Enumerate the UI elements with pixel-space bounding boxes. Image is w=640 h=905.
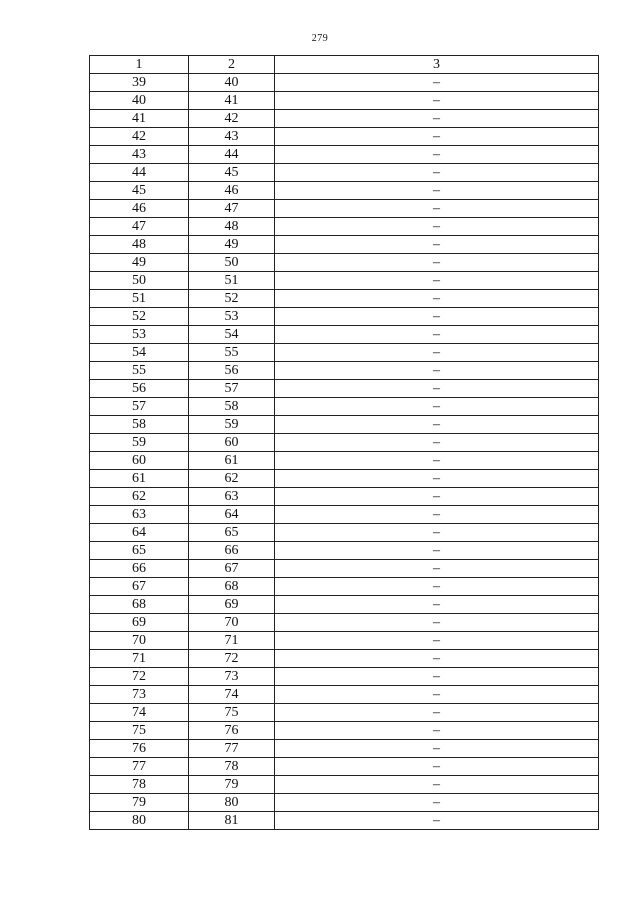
table-cell-col-3: – bbox=[275, 110, 599, 128]
table-cell-col-2: 44 bbox=[189, 146, 275, 164]
table-cell-col-3: – bbox=[275, 74, 599, 92]
table-cell-col-2: 41 bbox=[189, 92, 275, 110]
table-row bbox=[90, 812, 599, 830]
table-cell-col-3: – bbox=[275, 524, 599, 542]
table-cell-col-1: 62 bbox=[90, 488, 189, 506]
table-cell-col-1: 64 bbox=[90, 524, 189, 542]
table-cell-col-2: 74 bbox=[189, 686, 275, 704]
table-header bbox=[90, 56, 599, 74]
table-cell-col-2: 59 bbox=[189, 416, 275, 434]
table-row bbox=[90, 182, 599, 200]
table-cell-col-1: 63 bbox=[90, 506, 189, 524]
table-cell-col-3: – bbox=[275, 614, 599, 632]
table-cell-col-1: 41 bbox=[90, 110, 189, 128]
table-cell-col-1: 73 bbox=[90, 686, 189, 704]
table-cell-col-1: 70 bbox=[90, 632, 189, 650]
table-cell-col-1: 49 bbox=[90, 254, 189, 272]
column-header-1: 1 bbox=[90, 56, 189, 74]
table-cell-col-2: 42 bbox=[189, 110, 275, 128]
table-cell-col-2: 50 bbox=[189, 254, 275, 272]
table-cell-col-2: 71 bbox=[189, 632, 275, 650]
table-cell-col-2: 58 bbox=[189, 398, 275, 416]
table-row bbox=[90, 434, 599, 452]
table-cell-col-2: 73 bbox=[189, 668, 275, 686]
table-cell-col-3: – bbox=[275, 704, 599, 722]
table-cell-col-3: – bbox=[275, 146, 599, 164]
table-cell-col-1: 42 bbox=[90, 128, 189, 146]
table-cell-col-3: – bbox=[275, 668, 599, 686]
table-cell-col-3: – bbox=[275, 398, 599, 416]
table-cell-col-1: 55 bbox=[90, 362, 189, 380]
table-row bbox=[90, 542, 599, 560]
table-row bbox=[90, 326, 599, 344]
table-cell-col-1: 43 bbox=[90, 146, 189, 164]
table-cell-col-2: 54 bbox=[189, 326, 275, 344]
table-cell-col-2: 55 bbox=[189, 344, 275, 362]
table-cell-col-2: 49 bbox=[189, 236, 275, 254]
table-row bbox=[90, 632, 599, 650]
table-row bbox=[90, 128, 599, 146]
table-cell-col-3: – bbox=[275, 488, 599, 506]
table-cell-col-3: – bbox=[275, 218, 599, 236]
table-cell-col-1: 65 bbox=[90, 542, 189, 560]
table-cell-col-1: 69 bbox=[90, 614, 189, 632]
table-body bbox=[90, 74, 599, 830]
table-cell-col-3: – bbox=[275, 182, 599, 200]
table-cell-col-2: 43 bbox=[189, 128, 275, 146]
table-cell-col-2: 81 bbox=[189, 812, 275, 830]
table-cell-col-2: 66 bbox=[189, 542, 275, 560]
table-cell-col-1: 58 bbox=[90, 416, 189, 434]
table-cell-col-2: 77 bbox=[189, 740, 275, 758]
table-cell-col-3: – bbox=[275, 794, 599, 812]
table-cell-col-3: – bbox=[275, 740, 599, 758]
table-cell-col-3: – bbox=[275, 128, 599, 146]
table-cell-col-1: 66 bbox=[90, 560, 189, 578]
table-row bbox=[90, 344, 599, 362]
table-cell-col-1: 44 bbox=[90, 164, 189, 182]
table-cell-col-3: – bbox=[275, 542, 599, 560]
table-row bbox=[90, 740, 599, 758]
table-row bbox=[90, 290, 599, 308]
table-row bbox=[90, 758, 599, 776]
table-row bbox=[90, 452, 599, 470]
table-cell-col-1: 68 bbox=[90, 596, 189, 614]
table-cell-col-2: 70 bbox=[189, 614, 275, 632]
table-cell-col-2: 40 bbox=[189, 74, 275, 92]
table-cell-col-3: – bbox=[275, 254, 599, 272]
table-cell-col-2: 67 bbox=[189, 560, 275, 578]
table-row bbox=[90, 506, 599, 524]
table-cell-col-1: 40 bbox=[90, 92, 189, 110]
table-row bbox=[90, 236, 599, 254]
table-cell-col-3: – bbox=[275, 506, 599, 524]
table-row bbox=[90, 218, 599, 236]
table-cell-col-3: – bbox=[275, 200, 599, 218]
table-cell-col-2: 75 bbox=[189, 704, 275, 722]
table-row bbox=[90, 380, 599, 398]
table-cell-col-1: 56 bbox=[90, 380, 189, 398]
table-cell-col-2: 45 bbox=[189, 164, 275, 182]
table-cell-col-3: – bbox=[275, 452, 599, 470]
table-cell-col-3: – bbox=[275, 362, 599, 380]
table-cell-col-3: – bbox=[275, 434, 599, 452]
table-row bbox=[90, 164, 599, 182]
table-cell-col-1: 75 bbox=[90, 722, 189, 740]
table-cell-col-1: 57 bbox=[90, 398, 189, 416]
table-cell-col-3: – bbox=[275, 758, 599, 776]
table-cell-col-2: 76 bbox=[189, 722, 275, 740]
table-row bbox=[90, 308, 599, 326]
table-cell-col-2: 48 bbox=[189, 218, 275, 236]
table-cell-col-3: – bbox=[275, 326, 599, 344]
table-cell-col-1: 77 bbox=[90, 758, 189, 776]
table-cell-col-1: 51 bbox=[90, 290, 189, 308]
table-cell-col-1: 78 bbox=[90, 776, 189, 794]
table-cell-col-2: 69 bbox=[189, 596, 275, 614]
table-cell-col-3: – bbox=[275, 812, 599, 830]
table-row bbox=[90, 524, 599, 542]
table-cell-col-1: 74 bbox=[90, 704, 189, 722]
table-cell-col-2: 51 bbox=[189, 272, 275, 290]
table-cell-col-2: 52 bbox=[189, 290, 275, 308]
header-row bbox=[90, 56, 599, 74]
table-cell-col-2: 78 bbox=[189, 758, 275, 776]
table-row bbox=[90, 596, 599, 614]
page-number: 279 bbox=[311, 33, 329, 44]
table-row bbox=[90, 110, 599, 128]
table-cell-col-3: – bbox=[275, 308, 599, 326]
table-cell-col-3: – bbox=[275, 236, 599, 254]
table-row bbox=[90, 398, 599, 416]
table-row bbox=[90, 794, 599, 812]
table-row bbox=[90, 560, 599, 578]
table-cell-col-1: 80 bbox=[90, 812, 189, 830]
table-cell-col-3: – bbox=[275, 470, 599, 488]
table-cell-col-1: 61 bbox=[90, 470, 189, 488]
table-cell-col-2: 47 bbox=[189, 200, 275, 218]
table-row bbox=[90, 92, 599, 110]
table-cell-col-2: 79 bbox=[189, 776, 275, 794]
table-cell-col-3: – bbox=[275, 290, 599, 308]
table-cell-col-1: 59 bbox=[90, 434, 189, 452]
table-cell-col-2: 53 bbox=[189, 308, 275, 326]
table-cell-col-1: 76 bbox=[90, 740, 189, 758]
table-row bbox=[90, 362, 599, 380]
table-row bbox=[90, 470, 599, 488]
table-row bbox=[90, 686, 599, 704]
table-cell-col-3: – bbox=[275, 776, 599, 794]
column-header-2: 2 bbox=[189, 56, 275, 74]
column-header-3: 3 bbox=[275, 56, 599, 74]
table-cell-col-2: 62 bbox=[189, 470, 275, 488]
table-cell-col-1: 60 bbox=[90, 452, 189, 470]
table-row bbox=[90, 704, 599, 722]
table-cell-col-2: 65 bbox=[189, 524, 275, 542]
table-cell-col-1: 46 bbox=[90, 200, 189, 218]
table-cell-col-2: 63 bbox=[189, 488, 275, 506]
table-row bbox=[90, 614, 599, 632]
table-row bbox=[90, 776, 599, 794]
table-cell-col-3: – bbox=[275, 578, 599, 596]
table-cell-col-2: 60 bbox=[189, 434, 275, 452]
table-cell-col-2: 80 bbox=[189, 794, 275, 812]
table-cell-col-1: 71 bbox=[90, 650, 189, 668]
table-row bbox=[90, 416, 599, 434]
table-cell-col-3: – bbox=[275, 686, 599, 704]
table-row bbox=[90, 722, 599, 740]
table-row bbox=[90, 668, 599, 686]
table-cell-col-2: 46 bbox=[189, 182, 275, 200]
table-row bbox=[90, 200, 599, 218]
table-cell-col-3: – bbox=[275, 272, 599, 290]
table-cell-col-2: 61 bbox=[189, 452, 275, 470]
table-cell-col-1: 48 bbox=[90, 236, 189, 254]
table-cell-col-3: – bbox=[275, 596, 599, 614]
table-cell-col-1: 52 bbox=[90, 308, 189, 326]
table-cell-col-2: 68 bbox=[189, 578, 275, 596]
table-cell-col-3: – bbox=[275, 650, 599, 668]
table-row bbox=[90, 74, 599, 92]
table-cell-col-3: – bbox=[275, 380, 599, 398]
table-row bbox=[90, 488, 599, 506]
table-cell-col-2: 56 bbox=[189, 362, 275, 380]
table-cell-col-3: – bbox=[275, 560, 599, 578]
table-cell-col-1: 72 bbox=[90, 668, 189, 686]
table-row bbox=[90, 578, 599, 596]
table-row bbox=[90, 650, 599, 668]
table-row bbox=[90, 272, 599, 290]
table-cell-col-1: 79 bbox=[90, 794, 189, 812]
table-cell-col-1: 45 bbox=[90, 182, 189, 200]
table-cell-col-1: 54 bbox=[90, 344, 189, 362]
table-cell-col-1: 67 bbox=[90, 578, 189, 596]
table-cell-col-1: 53 bbox=[90, 326, 189, 344]
table-cell-col-3: – bbox=[275, 416, 599, 434]
table-cell-col-3: – bbox=[275, 722, 599, 740]
table-cell-col-2: 57 bbox=[189, 380, 275, 398]
table-row bbox=[90, 254, 599, 272]
table-cell-col-1: 39 bbox=[90, 74, 189, 92]
table-cell-col-1: 50 bbox=[90, 272, 189, 290]
table-cell-col-3: – bbox=[275, 92, 599, 110]
table-row bbox=[90, 146, 599, 164]
table-cell-col-3: – bbox=[275, 344, 599, 362]
table-cell-col-2: 64 bbox=[189, 506, 275, 524]
table-cell-col-2: 72 bbox=[189, 650, 275, 668]
table-cell-col-1: 47 bbox=[90, 218, 189, 236]
table-cell-col-3: – bbox=[275, 632, 599, 650]
data-table bbox=[89, 55, 599, 830]
table-cell-col-3: – bbox=[275, 164, 599, 182]
